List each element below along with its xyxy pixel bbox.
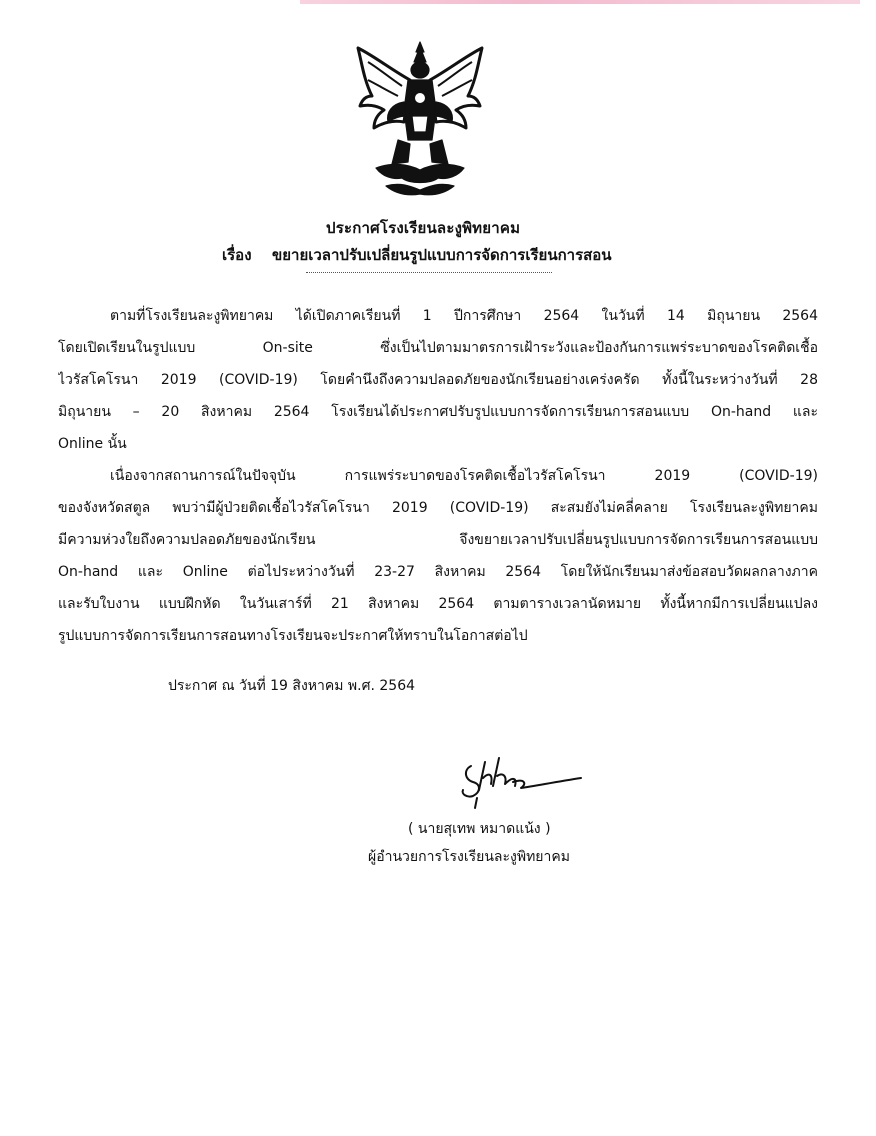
garuda-emblem-icon bbox=[352, 40, 488, 200]
paragraph-line: มิถุนายน – 20 สิงหาคม 2564 โรงเรียนได้ประกาศปรับรูปแบบการจัดการเรียนการสอนแบบ On-hand และ bbox=[58, 404, 818, 420]
paragraph-line: มีความห่วงใยถึงความปลอดภัยของนักเรียน จึงขยายเวลาปรับเปลี่ยนรูปแบบการจัดการเรียนการสอนแบบ bbox=[58, 532, 818, 548]
paragraph-line: ไวรัสโคโรนา 2019 (COVID-19) โดยคำนึงถึงความปลอดภัยของนักเรียนอย่างเคร่งครัด ทั้งนี้ในระหว่างวันที่ 28 bbox=[58, 372, 818, 388]
paragraph-line: ของจังหวัดสตูล พบว่ามีผู้ป่วยติดเชื้อไวรัสโคโรนา 2019 (COVID-19) สะสมยังไม่คลี่คลาย โรงเรียนละงูพิทยาคม bbox=[58, 500, 818, 516]
paragraph-2 bbox=[58, 460, 818, 652]
paragraph-1 bbox=[58, 300, 818, 460]
handwritten-signature bbox=[455, 752, 585, 812]
announcement-date: ประกาศ ณ วันที่ 19 สิงหาคม พ.ศ. 2564 bbox=[168, 678, 416, 694]
announcement-title: ประกาศโรงเรียนละงูพิทยาคม bbox=[326, 219, 521, 237]
top-color-strip bbox=[300, 0, 860, 4]
paragraph-line: Online นั้น bbox=[58, 436, 127, 452]
paragraph-line: และรับใบงาน แบบฝึกหัด ในวันเสาร์ที่ 21 สิงหาคม 2564 ตามตารางเวลานัดหมาย ทั้งนี้หากมีการเปลี่ยนแปลง bbox=[58, 596, 818, 612]
subject-label: เรื่อง bbox=[222, 246, 252, 264]
signer-title: ผู้อำนวยการโรงเรียนละงูพิทยาคม bbox=[368, 849, 570, 865]
paragraph-line: On-hand และ Online ต่อไประหว่างวันที่ 23-27 สิงหาคม 2564 โดยให้นักเรียนมาส่งข้อสอบวัดผลกลางภาค bbox=[58, 564, 818, 580]
paragraph-line: เนื่องจากสถานการณ์ในปัจจุบัน การแพร่ระบาดของโรคติดเชื้อไวรัสโคโรนา 2019 (COVID-19) bbox=[110, 468, 818, 484]
subject-text: ขยายเวลาปรับเปลี่ยนรูปแบบการจัดการเรียนการสอน bbox=[272, 246, 612, 264]
paragraph-line: รูปแบบการจัดการเรียนการสอนทางโรงเรียนจะประกาศให้ทราบในโอกาสต่อไป bbox=[58, 628, 528, 644]
dotted-divider bbox=[306, 272, 552, 273]
paragraph-line: โดยเปิดเรียนในรูปแบบ On-site ซึ่งเป็นไปตามมาตรการเฝ้าระวังและป้องกันการแพร่ระบาดของโรคติดเชื้อ bbox=[58, 340, 818, 356]
paragraph-line: ตามที่โรงเรียนละงูพิทยาคม ได้เปิดภาคเรียนที่ 1 ปีการศึกษา 2564 ในวันที่ 14 มิถุนายน 2564 bbox=[110, 308, 818, 324]
subject-line bbox=[222, 243, 612, 267]
signer-name: ( นายสุเทพ หมาดแน้ง ) bbox=[408, 821, 551, 837]
